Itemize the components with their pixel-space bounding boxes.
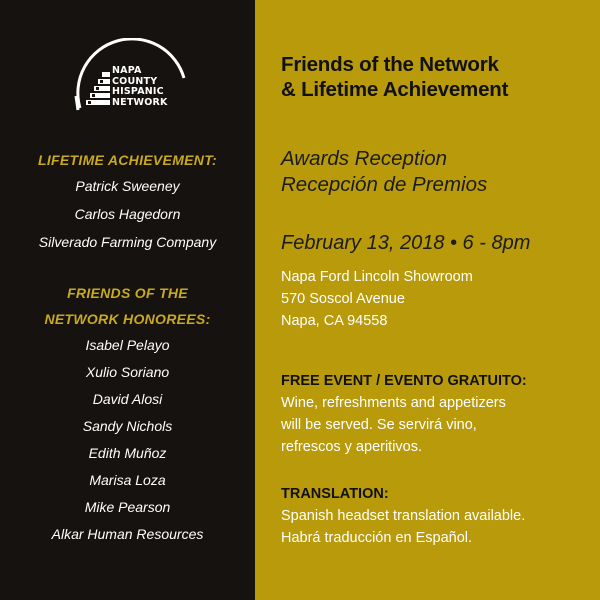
- event-title-line: Friends of the Network: [281, 53, 499, 76]
- friends-of-network-list: [0, 280, 255, 548]
- event-subtitle: [281, 146, 487, 198]
- honoree-name: Marisa Loza: [89, 472, 166, 488]
- friends-heading-line1: FRIENDS OF THE: [67, 285, 188, 301]
- event-date: February 13, 2018 • 6 - 8pm: [281, 232, 531, 254]
- logo-wordmark: [112, 66, 168, 108]
- logo-line: COUNTY: [112, 75, 158, 87]
- free-event-heading: FREE EVENT / EVENTO GRATUITO:: [281, 373, 527, 389]
- venue-line: Napa Ford Lincoln Showroom: [281, 269, 473, 285]
- honoree-name: Mike Pearson: [84, 499, 171, 515]
- translation-info: [281, 483, 525, 549]
- honorees-panel: [0, 0, 255, 600]
- friends-heading-line2: NETWORK HONOREES:: [44, 311, 211, 327]
- honoree-name: Isabel Pelayo: [85, 337, 170, 353]
- venue-line: Napa, CA 94558: [281, 313, 388, 329]
- logo-line: HISPANIC: [112, 86, 164, 97]
- napa-county-hispanic-network-logo: [66, 38, 190, 114]
- logo-line: NETWORK: [112, 96, 168, 108]
- logo-line: NAPA: [112, 65, 142, 76]
- event-title: [281, 52, 508, 102]
- venue-address: [281, 266, 473, 332]
- honoree-name: Alkar Human Resources: [51, 526, 204, 542]
- honoree-name: David Alosi: [92, 391, 163, 407]
- translation-line: Spanish headset translation available.: [281, 508, 526, 524]
- event-subtitle-line: Awards Reception: [281, 147, 447, 170]
- free-event-line: Wine, refreshments and appetizers: [281, 395, 506, 411]
- lifetime-achievement-heading: LIFETIME ACHIEVEMENT:: [38, 152, 217, 168]
- event-subtitle-line: Recepción de Premios: [281, 173, 488, 196]
- free-event-line: refrescos y aperitivos.: [281, 439, 423, 455]
- honoree-name: Xulio Soriano: [85, 364, 170, 380]
- free-event-line: will be served. Se servirá vino,: [281, 417, 477, 433]
- venue-line: 570 Soscol Avenue: [281, 291, 405, 307]
- honoree-name: Sandy Nichols: [82, 418, 173, 434]
- honoree-name: Silverado Farming Company: [38, 234, 217, 250]
- event-title-line: & Lifetime Achievement: [281, 78, 509, 101]
- translation-heading: TRANSLATION:: [281, 486, 389, 502]
- honoree-name: Carlos Hagedorn: [74, 206, 181, 222]
- translation-line: Habrá traducción en Español.: [281, 530, 473, 546]
- honoree-name: Edith Muñoz: [88, 445, 167, 461]
- honoree-name: Patrick Sweeney: [75, 178, 180, 194]
- free-event-info: [281, 370, 527, 458]
- lifetime-achievement-list: [0, 148, 255, 256]
